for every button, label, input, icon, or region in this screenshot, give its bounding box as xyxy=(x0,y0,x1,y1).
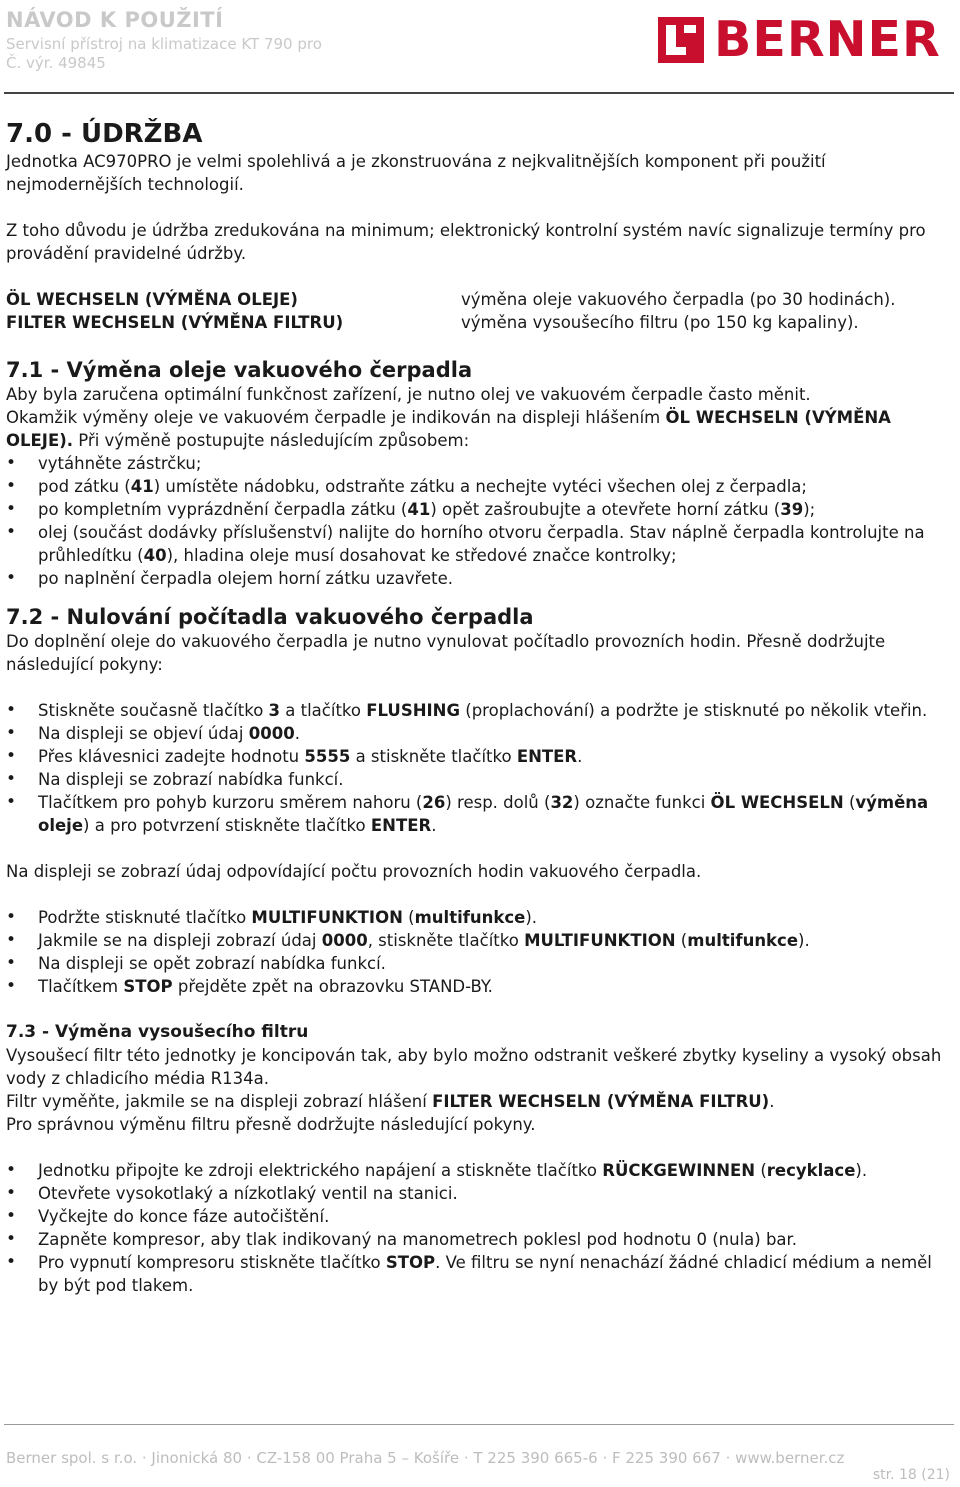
maintenance-value: výměna oleje vakuového čerpadla (po 30 hodinách). xyxy=(461,290,896,309)
maintenance-key: ÖL WECHSELN (VÝMĚNA OLEJE) xyxy=(6,290,298,309)
list-item: • po naplnění čerpadla olejem horní zátku uzavřete. xyxy=(6,567,952,590)
paragraph: Okamžik výměny oleje ve vakuovém čerpadle je indikován na displeji hlášením ÖL WECHSELN (VÝMĚNA OLEJE). Při výměně postupujte následujícím způsobem: xyxy=(6,408,891,450)
paragraph: Vysoušecí filtr této jednotky je koncipován tak, aby bylo možno odstranit veškeré zbytky kyseliny a vysoký obsah vody z chladicího média R134a. xyxy=(6,1046,942,1088)
document-body xyxy=(6,118,952,1297)
list-item: • Jakmile se na displeji zobrazí údaj 0000, stiskněte tlačítko MULTIFUNKTION (multifunkce). xyxy=(6,929,952,952)
berner-logo xyxy=(658,11,941,68)
bullet-list xyxy=(6,452,952,590)
list-item: • Otevřete vysokotlaký a nízkotlaký ventil na stanici. xyxy=(6,1182,952,1205)
list-item: • Jednotku připojte ke zdroji elektrického napájení a stiskněte tlačítko RÜCKGEWINNEN (recyklace). xyxy=(6,1159,952,1182)
header-divider xyxy=(4,92,954,94)
list-item: • pod zátku (41) umístěte nádobku, odstraňte zátku a nechejte vytéci všechen olej z čerpadla; xyxy=(6,475,952,498)
bullet-list xyxy=(6,906,952,998)
maintenance-row-oil xyxy=(6,288,952,311)
footer-address: Berner spol. s r.o. · Jinonická 80 · CZ-158 00 Praha 5 – Košíře · T 225 390 665-6 · F 225 390 667 · www.berner.cz xyxy=(6,1449,845,1467)
bullet-list xyxy=(6,1159,952,1297)
page-number: str. 18 (21) xyxy=(872,1467,950,1483)
berner-logo-mark-icon xyxy=(658,17,704,63)
paragraph: Filtr vyměňte, jakmile se na displeji zobrazí hlášení FILTER WECHSELN (VÝMĚNA FILTRU). xyxy=(6,1092,775,1111)
list-item: • Tlačítkem pro pohyb kurzoru směrem nahoru (26) resp. dolů (32) označte funkci ÖL WECHSELN (výměna oleje) a pro potvrzení stiskněte tlačítko ENTER. xyxy=(6,791,952,837)
section-heading-7-3: 7.3 - Výměna vysoušecího filtru xyxy=(6,1022,309,1042)
paragraph: Do doplnění oleje do vakuového čerpadla je nutno vynulovat počítadlo provozních hodin. Přesně dodržujte následující pokyny: xyxy=(6,632,886,674)
doc-title: NÁVOD K POUŽITÍ xyxy=(6,8,224,32)
list-item: • vytáhněte zástrčku; xyxy=(6,452,952,475)
section-heading-7-0: 7.0 - ÚDRŽBA xyxy=(6,119,203,149)
berner-logo-text: BERNER xyxy=(714,11,941,68)
list-item: • Na displeji se opět zobrazí nabídka funkcí. xyxy=(6,952,952,975)
paragraph: Aby byla zaručena optimální funkčnost zařízení, je nutno olej ve vakuovém čerpadle často měnit. xyxy=(6,385,811,404)
section-heading-7-1: 7.1 - Výměna oleje vakuového čerpadla xyxy=(6,358,473,382)
page-header xyxy=(0,0,960,92)
doc-subtitle: Servisní přístroj na klimatizace KT 790 pro xyxy=(6,35,322,53)
list-item: • Zapněte kompresor, aby tlak indikovaný na manometrech poklesl pod hodnotu 0 (nula) bar. xyxy=(6,1228,952,1251)
list-item: • Vyčkejte do konce fáze autočištění. xyxy=(6,1205,952,1228)
list-item: • Stiskněte současně tlačítko 3 a tlačítko FLUSHING (proplachování) a podržte je stisknuté po několik vteřin. xyxy=(6,699,952,722)
bullet-list xyxy=(6,699,952,837)
list-item: • Na displeji se objeví údaj 0000. xyxy=(6,722,952,745)
maintenance-key: FILTER WECHSELN (VÝMĚNA FILTRU) xyxy=(6,313,344,332)
list-item: • Přes klávesnici zadejte hodnotu 5555 a stiskněte tlačítko ENTER. xyxy=(6,745,952,768)
product-code: Č. výr. 49845 xyxy=(6,54,106,72)
list-item: • Tlačítkem STOP přejděte zpět na obrazovku STAND-BY. xyxy=(6,975,952,998)
maintenance-value: výměna vysoušecího filtru (po 150 kg kapaliny). xyxy=(461,313,859,332)
paragraph: Na displeji se zobrazí údaj odpovídající počtu provozních hodin vakuového čerpadla. xyxy=(6,862,702,881)
paragraph: Pro správnou výměnu filtru přesně dodržujte následující pokyny. xyxy=(6,1115,536,1134)
list-item: • Pro vypnutí kompresoru stiskněte tlačítko STOP. Ve filtru se nyní nenachází žádné chladicí médium a neměl by být pod tlakem. xyxy=(6,1251,952,1297)
maintenance-row-filter xyxy=(6,311,952,334)
footer-divider xyxy=(4,1424,954,1425)
section-heading-7-2: 7.2 - Nulování počítadla vakuového čerpadla xyxy=(6,605,534,629)
list-item: • po kompletním vyprázdnění čerpadla zátku (41) opět zašroubujte a otevřete horní zátku (39); xyxy=(6,498,952,521)
list-item: • olej (součást dodávky příslušenství) nalijte do horního otvoru čerpadla. Stav náplně čerpadla kontrolujte na průhledítku (40), hladina oleje musí dosahovat ke středové značce kontrolky; xyxy=(6,521,952,567)
list-item: • Na displeji se zobrazí nabídka funkcí. xyxy=(6,768,952,791)
paragraph: Jednotka AC970PRO je velmi spolehlivá a je zkonstruována z nejkvalitnějších komponent při použití nejmodernějších technologií. xyxy=(6,152,826,194)
list-item: • Podržte stisknuté tlačítko MULTIFUNKTION (multifunkce). xyxy=(6,906,952,929)
paragraph: Z toho důvodu je údržba zredukována na minimum; elektronický kontrolní systém navíc signalizuje termíny pro provádění pravidelné údržby. xyxy=(6,221,926,263)
